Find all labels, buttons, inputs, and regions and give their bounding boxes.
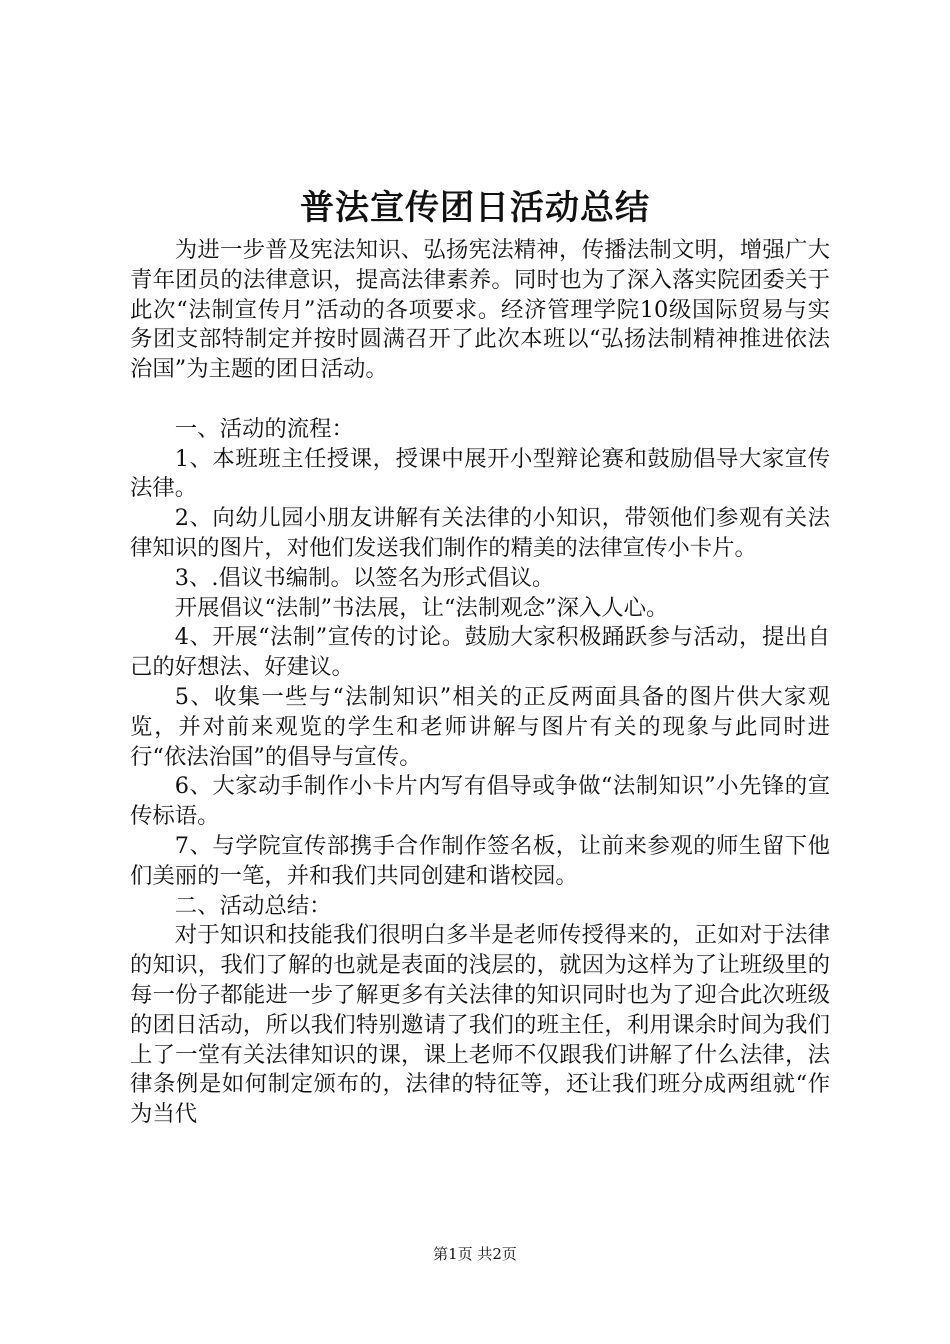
process-item-3-detail: 开展倡议“法制”书法展，让“法制观念”深入人心。 [174, 594, 669, 621]
blank-line [130, 385, 830, 415]
process-item-3: 3、.倡议书编制。以签名为形式倡议。 [174, 564, 555, 591]
document-title: 普法宣传团日活动总结 [300, 188, 650, 228]
process-item-1: 1、本班班主任授课，授课中展开小型辩论赛和鼓励倡导大家宣传法律。 [130, 445, 830, 502]
summary-paragraph: 对于知识和技能我们很明白多半是老师传授得来的，正如对于法律的知识，我们了解的也就是表面的浅层的，就因为这样为了让班级里的每一份子都能进一步了解更多有关法律的知识同时也为了迎合此次班级的团日活动，所以我们特别邀请了我们的班主任，利用课余时间为我们上了一堂有关法律知识的课，课上老师不仅跟我们讲解了什么法律，法律条例是如何制定颁布的，法律的特征等，还让我们班分成两组就“作为当代 [130, 922, 830, 1128]
page-number-footer: 第1页 共2页 [433, 1245, 517, 1263]
process-item-4: 4、开展“法制”宣传的讨论。鼓励大家积极踊跃参与活动，提出自己的好想法、好建议。 [130, 624, 830, 681]
section-heading-summary: 二、活动总结： [174, 892, 332, 919]
process-item-7: 7、与学院宣传部携手合作制作签名板，让前来参观的师生留下他们美丽的一笔，并和我们共同创建和谐校园。 [130, 832, 830, 889]
process-item-2: 2、向幼儿园小朋友讲解有关法律的小知识，带领他们参观有关法律知识的图片，对他们发送我们制作的精美的法律宣传小卡片。 [130, 505, 830, 561]
process-item-6: 6、大家动手制作小卡片内写有倡导或争做“法制知识”小先锋的宣传标语。 [130, 773, 830, 830]
section-heading-process: 一、活动的流程： [174, 415, 354, 442]
document-body [130, 236, 830, 1130]
process-item-5: 5、收集一些与“法制知识”相关的正反两面具备的图片供大家观览，并对前来观览的学生和老师讲解与图片有关的现象与此同时进行“依法治国”的倡导与宣传。 [130, 683, 830, 770]
intro-paragraph: 为进一步普及宪法知识、弘扬宪法精神，传播法制文明，增强广大青年团员的法律意识，提高法律素养。同时也为了深入落实院团委关于此次“法制宣传月”活动的各项要求。经济管理学院10级国际贸易与实务团支部特制定并按时圆满召开了此次本班以“弘扬法制精神推进依法治国”为主题的团日活动。 [130, 237, 830, 383]
